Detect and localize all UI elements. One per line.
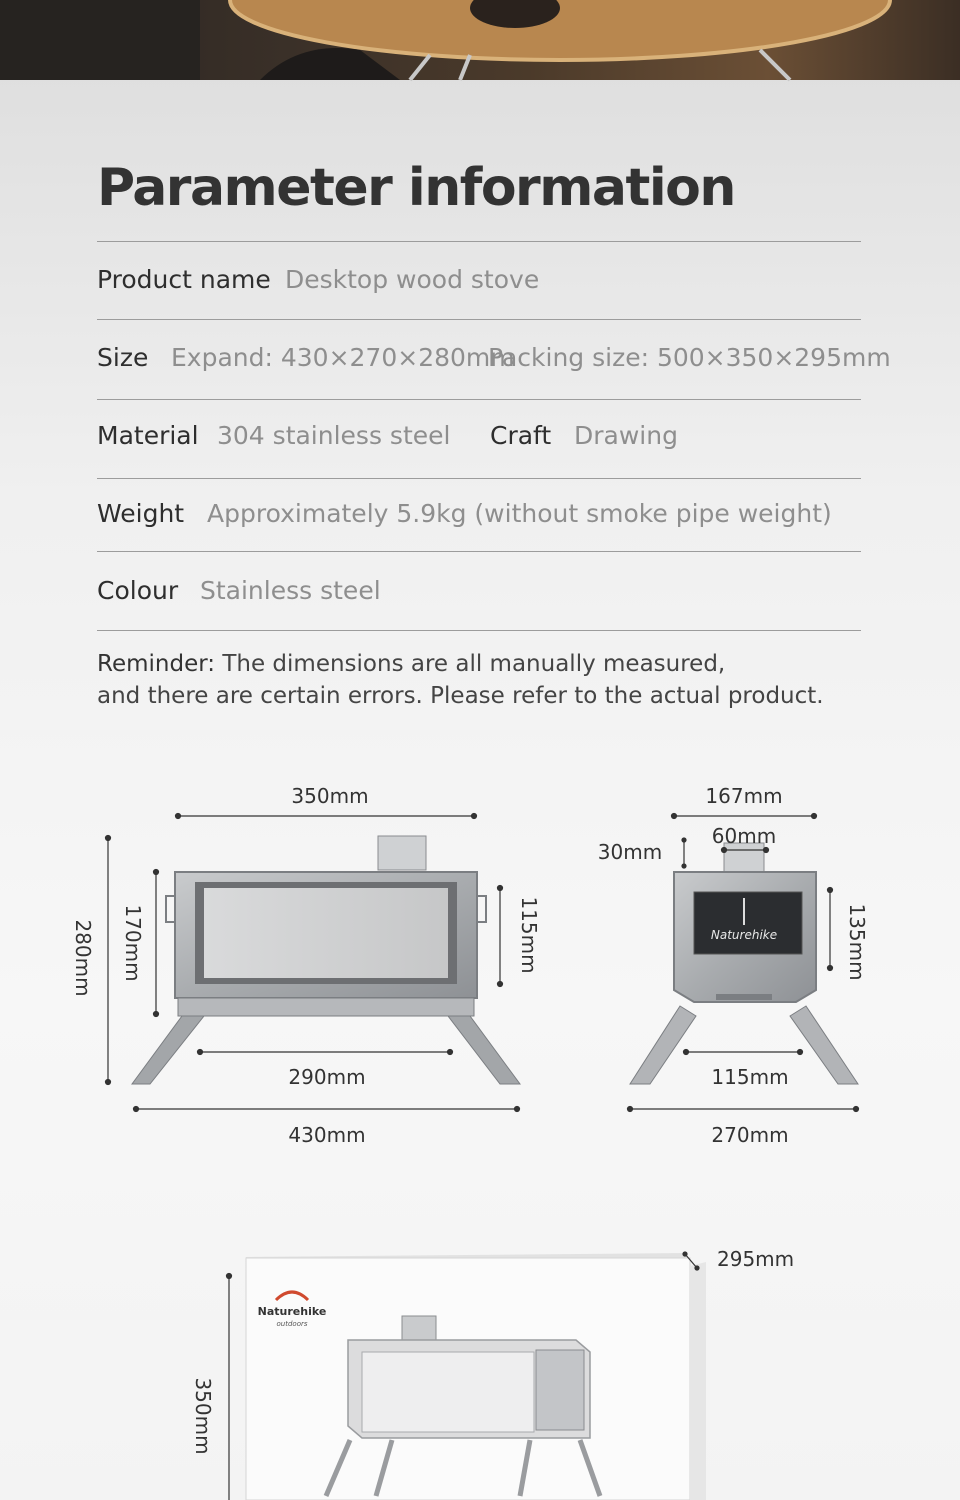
front-total-width-label: 430mm bbox=[288, 1123, 366, 1147]
divider bbox=[97, 319, 861, 320]
spec-value-packing: Packing size: 500×350×295mm bbox=[488, 343, 891, 372]
box-height-label: 350mm bbox=[191, 1377, 215, 1455]
spec-value: Desktop wood stove bbox=[285, 265, 540, 294]
side-body-height-label: 135mm bbox=[845, 903, 869, 981]
divider bbox=[97, 478, 861, 479]
package-diagram bbox=[191, 1240, 960, 1500]
front-window-height-label: 170mm bbox=[121, 904, 145, 982]
front-leg-span-label: 290mm bbox=[288, 1065, 366, 1089]
divider bbox=[97, 399, 861, 400]
spec-value: Approximately 5.9kg (without smoke pipe weight) bbox=[207, 499, 832, 528]
reminder-label: Reminder: bbox=[97, 651, 216, 677]
box-brand-sub: outdoors bbox=[276, 1320, 308, 1328]
spec-value: 304 stainless steel bbox=[217, 421, 451, 450]
side-view-stove bbox=[630, 843, 858, 1084]
spec-label-craft: Craft bbox=[490, 421, 552, 450]
hero-photo bbox=[0, 0, 960, 80]
side-leg-span-label: 115mm bbox=[711, 1065, 789, 1089]
reminder-line-1: The dimensions are all manually measured, bbox=[215, 651, 726, 677]
spec-value-expand: Expand: 430×270×280mm bbox=[171, 343, 515, 372]
spec-value-craft: Drawing bbox=[574, 421, 678, 450]
side-top-width-label: 167mm bbox=[705, 784, 783, 808]
divider bbox=[97, 630, 861, 631]
divider bbox=[97, 241, 861, 242]
dimension-diagrams bbox=[0, 760, 960, 1180]
front-side-height-label: 115mm bbox=[517, 896, 541, 974]
spec-label: Weight bbox=[97, 499, 185, 528]
side-brand-label: Naturehike bbox=[710, 928, 778, 942]
spec-label: Material bbox=[97, 421, 199, 450]
spec-label: Product name bbox=[97, 265, 271, 294]
reminder-note bbox=[97, 648, 824, 712]
hero-scene bbox=[0, 0, 960, 80]
side-pipe-diameter-label: 60mm bbox=[711, 824, 777, 848]
box-brand-label: Naturehike bbox=[257, 1305, 327, 1318]
box-depth-label: 295mm bbox=[717, 1247, 795, 1271]
front-height-label: 280mm bbox=[71, 919, 95, 997]
spec-value: Stainless steel bbox=[200, 576, 381, 605]
divider bbox=[97, 551, 861, 552]
side-pipe-height-label: 30mm bbox=[597, 840, 663, 864]
side-total-width-label: 270mm bbox=[711, 1123, 789, 1147]
spec-label: Colour bbox=[97, 576, 179, 605]
person-leg bbox=[260, 48, 400, 80]
page-title: Parameter information bbox=[97, 158, 735, 218]
reminder-line-2: and there are certain errors. Please refer to the actual product. bbox=[97, 683, 824, 709]
front-top-width-label: 350mm bbox=[291, 784, 369, 808]
front-view-stove bbox=[132, 836, 520, 1084]
spec-label: Size bbox=[97, 343, 149, 372]
